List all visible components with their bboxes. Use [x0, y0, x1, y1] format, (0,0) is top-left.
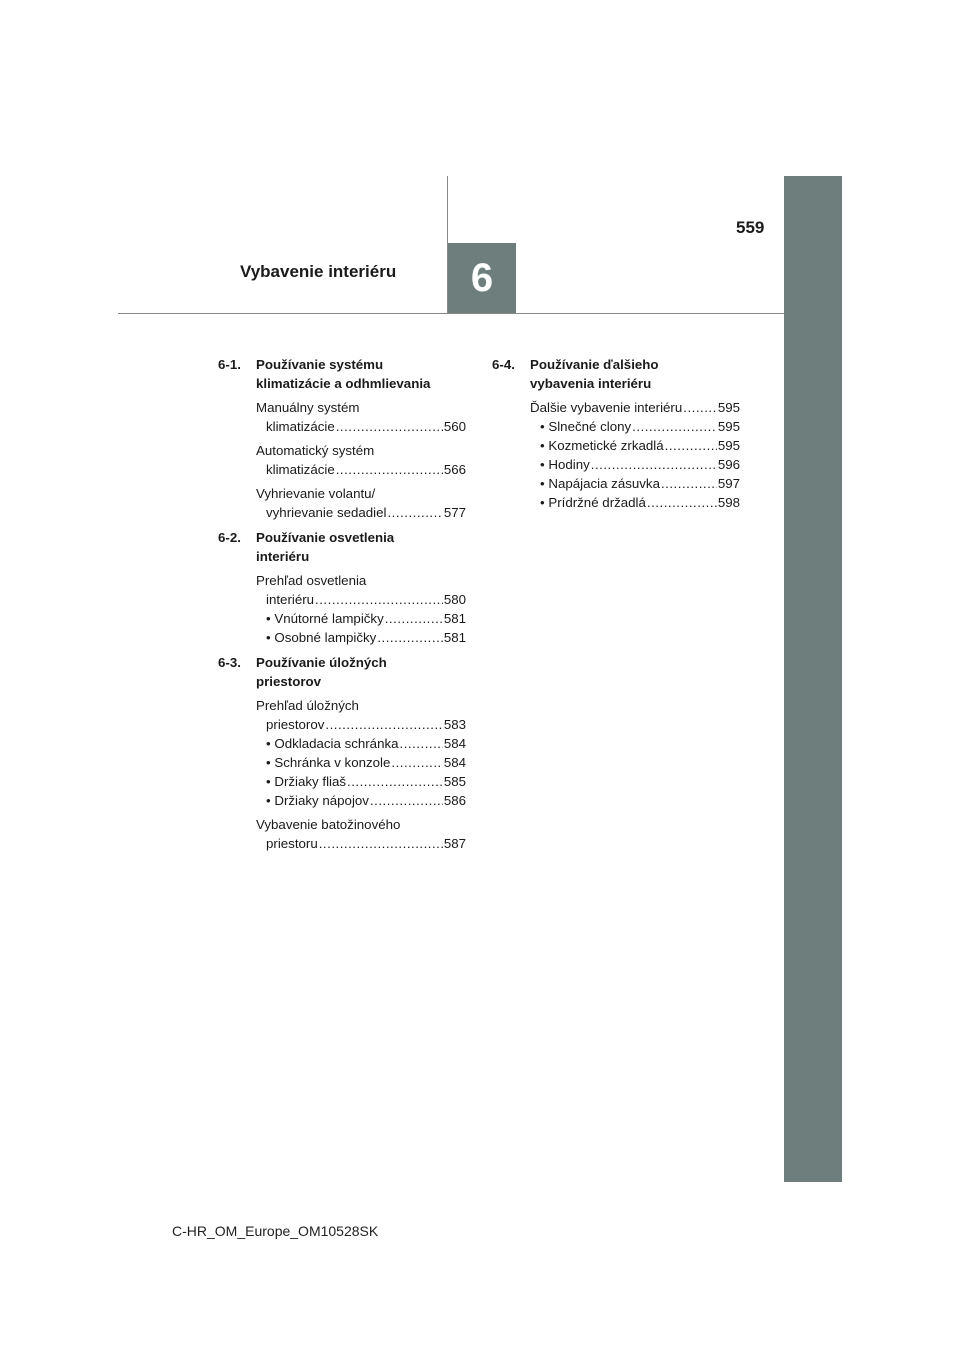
section-title-line: Používanie osvetlenia — [256, 530, 395, 545]
section-heading — [218, 528, 466, 566]
sub-entry-text: • Odkladacia schránka — [266, 736, 399, 751]
section-title — [530, 355, 740, 393]
dot-leader — [683, 398, 717, 417]
sub-entry-text: • Slnečné clony — [540, 419, 632, 434]
dot-leader — [370, 791, 443, 810]
toc-section — [218, 653, 466, 853]
section-title-line: priestorov — [256, 674, 322, 689]
toc-sub-entry[interactable] — [530, 417, 740, 436]
entry-text: klimatizácie — [266, 419, 335, 434]
section-title-line: vybavenia interiéru — [530, 376, 652, 391]
sub-entry-text: • Držiaky fliaš — [266, 774, 347, 789]
toc-entry[interactable] — [530, 398, 740, 512]
toc-sub-entry[interactable] — [256, 772, 466, 791]
entry-text: interiéru — [266, 592, 315, 607]
entry-line — [256, 834, 466, 853]
section-heading — [218, 355, 466, 393]
entry-text: Ďalšie vybavenie interiéru — [530, 400, 683, 415]
toc-entry[interactable] — [256, 398, 466, 436]
entry-page-number: 577 — [443, 505, 466, 520]
entry-page-number: 583 — [443, 717, 466, 732]
sub-entry-page-number: 581 — [443, 630, 466, 645]
toc-entry[interactable] — [256, 571, 466, 647]
toc-sub-entry[interactable] — [256, 791, 466, 810]
sub-entry-text: • Držiaky nápojov — [266, 793, 369, 808]
toc-sub-entry[interactable] — [530, 436, 740, 455]
section-title-line: interiéru — [256, 549, 310, 564]
section-number: 6-1. — [218, 357, 241, 372]
toc-sub-entry[interactable] — [256, 734, 466, 753]
section-number: 6-3. — [218, 655, 241, 670]
entry-text: priestoru — [266, 836, 318, 851]
dot-leader — [391, 753, 442, 772]
entry-text: vyhrievanie sedadiel — [266, 505, 387, 520]
entry-text: klimatizácie — [266, 462, 335, 477]
sub-entry-text: • Hodiny — [540, 457, 590, 472]
section-heading — [492, 355, 740, 393]
entry-line — [256, 460, 466, 479]
sub-entry-text: • Napájacia zásuvka — [540, 476, 660, 491]
section-heading — [218, 653, 466, 691]
section-title-line: Používanie ďalšieho — [530, 357, 659, 372]
sub-entry-page-number: 585 — [443, 774, 466, 789]
dot-leader — [591, 455, 717, 474]
dot-leader — [647, 493, 717, 512]
dot-leader — [387, 503, 442, 522]
header-horizontal-rule — [118, 313, 784, 314]
dot-leader — [336, 460, 443, 479]
chapter-title: Vybavenie interiéru — [240, 262, 397, 281]
chapter-number-box: 6 — [448, 243, 516, 313]
sub-entry-page-number: 597 — [717, 476, 740, 491]
sub-entry-page-number: 584 — [443, 736, 466, 751]
toc-sub-entry[interactable] — [530, 474, 740, 493]
dot-leader — [632, 417, 717, 436]
toc-sub-entry[interactable] — [530, 455, 740, 474]
section-entries — [530, 398, 740, 512]
section-title — [256, 528, 466, 566]
dot-leader — [325, 715, 442, 734]
entry-line — [256, 441, 466, 460]
entry-page-number: 595 — [717, 400, 740, 415]
section-title-line: Používanie systému — [256, 357, 384, 372]
toc-section — [492, 355, 740, 512]
toc-sub-entry[interactable] — [256, 628, 466, 647]
entry-text: Prehľad osvetlenia — [256, 573, 367, 588]
sub-entry-page-number: 586 — [443, 793, 466, 808]
section-entries — [256, 398, 466, 522]
toc-entry[interactable] — [256, 441, 466, 479]
dot-leader — [377, 628, 442, 647]
section-number: 6-4. — [492, 357, 515, 372]
section-title-line: Používanie úložných — [256, 655, 387, 670]
entry-line — [256, 417, 466, 436]
sub-entry-page-number: 598 — [717, 495, 740, 510]
entry-text: Vyhrievanie volantu/ — [256, 486, 376, 501]
entry-line — [530, 398, 740, 417]
section-title — [256, 653, 466, 691]
dot-leader — [315, 590, 443, 609]
toc-sub-entry[interactable] — [530, 493, 740, 512]
dot-leader — [385, 609, 443, 628]
toc-sub-entry[interactable] — [256, 609, 466, 628]
sub-entry-page-number: 595 — [717, 419, 740, 434]
entry-line — [256, 696, 466, 715]
document-code: C-HR_OM_Europe_OM10528SK — [172, 1223, 379, 1239]
toc-entry[interactable] — [256, 484, 466, 522]
sub-entry-text: • Prídržné držadlá — [540, 495, 646, 510]
toc-section — [218, 355, 466, 522]
section-entries — [256, 696, 466, 853]
toc-entry[interactable] — [256, 815, 466, 853]
entry-line — [256, 815, 466, 834]
toc-entry[interactable] — [256, 696, 466, 810]
entry-line — [256, 571, 466, 590]
page-number: 559 — [736, 218, 765, 237]
sub-entries — [256, 609, 466, 647]
sub-entry-text: • Vnútorné lampičky — [266, 611, 384, 626]
dot-leader — [400, 734, 443, 753]
entry-line — [256, 484, 466, 503]
sub-entry-page-number: 584 — [443, 755, 466, 770]
dot-leader — [319, 834, 443, 853]
sub-entry-text: • Osobné lampičky — [266, 630, 377, 645]
sub-entries — [530, 417, 740, 512]
sub-entry-text: • Schránka v konzole — [266, 755, 391, 770]
sub-entry-page-number: 581 — [443, 611, 466, 626]
entry-text: priestorov — [266, 717, 325, 732]
toc-column-right — [492, 355, 740, 518]
dot-leader — [347, 772, 443, 791]
section-title — [256, 355, 466, 393]
entry-text: Vybavenie batožinového — [256, 817, 401, 832]
entry-page-number: 587 — [443, 836, 466, 851]
entry-text: Manuálny systém — [256, 400, 360, 415]
entry-line — [256, 398, 466, 417]
entry-page-number: 566 — [443, 462, 466, 477]
entry-line — [256, 715, 466, 734]
entry-text: Automatický systém — [256, 443, 375, 458]
entry-text: Prehľad úložných — [256, 698, 359, 713]
sub-entry-page-number: 596 — [717, 457, 740, 472]
toc-section — [218, 528, 466, 647]
sub-entry-text: • Kozmetické zrkadlá — [540, 438, 664, 453]
section-entries — [256, 571, 466, 647]
chapter-side-tab — [784, 176, 842, 1182]
toc-sub-entry[interactable] — [256, 753, 466, 772]
section-number: 6-2. — [218, 530, 241, 545]
sub-entry-page-number: 595 — [717, 438, 740, 453]
dot-leader — [665, 436, 717, 455]
sub-entries — [256, 734, 466, 810]
entry-page-number: 560 — [443, 419, 466, 434]
entry-line — [256, 590, 466, 609]
dot-leader — [661, 474, 717, 493]
entry-page-number: 580 — [443, 592, 466, 607]
toc-column-left — [218, 355, 466, 859]
dot-leader — [336, 417, 443, 436]
entry-line — [256, 503, 466, 522]
section-title-line: klimatizácie a odhmlievania — [256, 376, 431, 391]
